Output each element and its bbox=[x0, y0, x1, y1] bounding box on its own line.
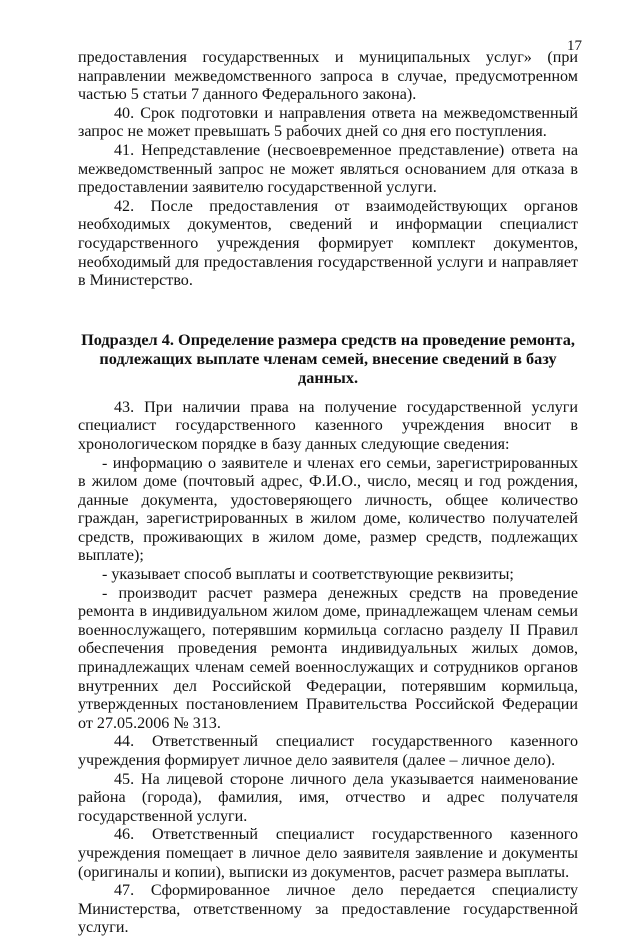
paragraph-41: 41. Непредставление (несвоевременное представление) ответа на межведомственный запрос не может являться основанием для отказа в предоставлении заявителю государственной услуги. bbox=[78, 141, 578, 197]
paragraph-45: 45. На лицевой стороне личного дела указывается наименование района (города), фамилия, имя, отчество и адрес получателя государственной услуги. bbox=[78, 770, 578, 825]
paragraph-44: 44. Ответственный специалист государственного казенного учреждения формирует личное дело заявителя (далее – личное дело). bbox=[78, 733, 578, 769]
paragraph-40: 40. Срок подготовки и направления ответа на межведомственный запрос не может превышать 5 рабочих дней со дня его поступления. bbox=[78, 104, 578, 141]
document-body bbox=[78, 49, 578, 938]
paragraph-continuation: предоставления государственных и муниципальных услуг» (при направлении межведомственного запроса в случае, предусмотренном частью 5 статьи 7 данного Федерального закона). bbox=[78, 49, 578, 104]
paragraph-46: 46. Ответственный специалист государственного казенного учреждения помещает в личное дело заявителя заявление и документы (оригиналы и копии), выписки из документов, расчет размера выплаты. bbox=[78, 826, 578, 881]
page-number: 17 bbox=[567, 38, 582, 54]
paragraph-43: 43. При наличии права на получение государственной услуги специалист государственного казенного учреждения вносит в хронологическом порядке в базу данных следующие сведения: bbox=[78, 398, 578, 453]
paragraph-42: 42. После предоставления от взаимодействующих органов необходимых документов, сведений и информации специалист государственного учреждения формирует комплект документов, необходимый для предоставления государственной услуги и направляет в Министерство. bbox=[78, 197, 578, 290]
paragraph-43-item-info: - информацию о заявителе и членах его семьи, зарегистрированных в жилом доме (почтовый адрес, Ф.И.О., число, месяц и год рождения, данные документа, удостоверяющего личность, общее количество граждан, зарегистрированных в жилом доме, количество получателей средств, проживающих в жилом доме, размер средств, подлежащих выплате); bbox=[78, 454, 578, 565]
paragraph-43-item-payment: - указывает способ выплаты и соответствующие реквизиты; bbox=[102, 566, 514, 584]
section-spacer bbox=[78, 291, 578, 330]
paragraph-43-item-calculation: - производит расчет размера денежных средств на проведение ремонта в индивидуальном жилом доме, принадлежащем членам семьи военнослужащего, потерявшим кормильца согласно разделу II Правил обеспечения проведения ремонта индивидуальных жилых домов, принадлежащих членам семей военнослужащих и сотрудников органов внутренних дел Российской Федерации, потерявшим кормильца, утвержденных постановлением Правительства Российской Федерации от 27.05.2006 № 313. bbox=[78, 584, 578, 732]
section-heading: Подраздел 4. Определение размера средств на проведение ремонта, подлежащих выплате членам семей, внесение сведений в базу данных. bbox=[81, 329, 575, 387]
paragraph-47: 47. Сформированное личное дело передается специалисту Министерства, ответственному за предоставление государственной услуги. bbox=[78, 882, 578, 937]
heading-spacer bbox=[78, 387, 578, 399]
